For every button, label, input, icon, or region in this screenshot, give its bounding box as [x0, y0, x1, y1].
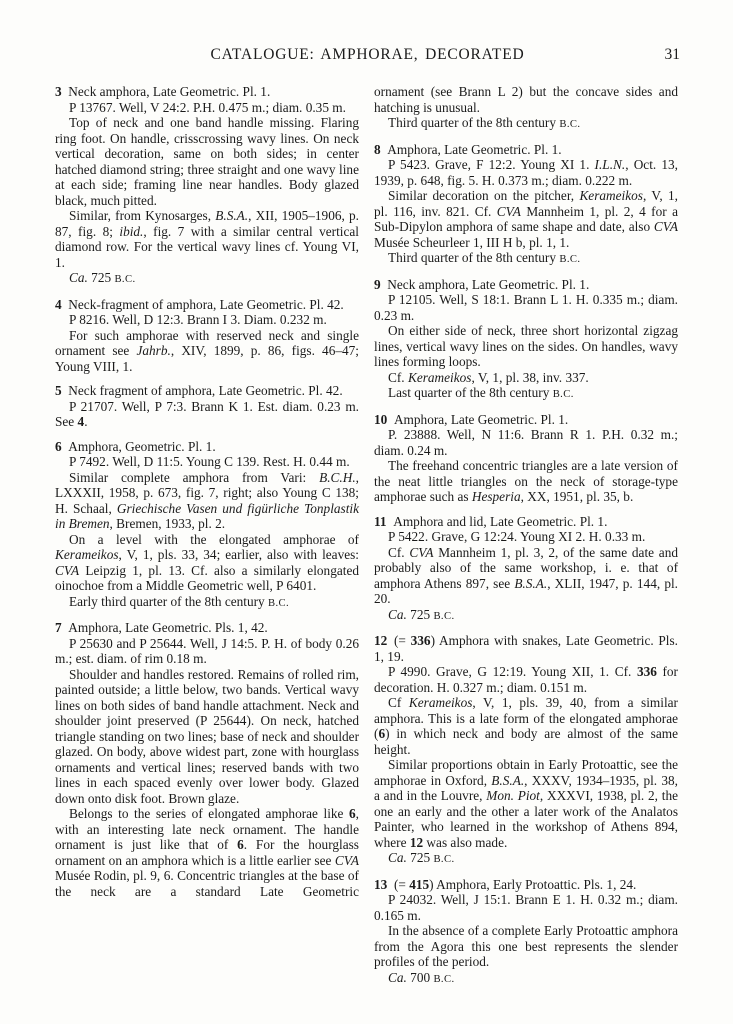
text-run: , V, 1, pls. 33, 34; earlier, also with leaves:: [118, 547, 359, 562]
text-run: Kerameikos: [579, 188, 643, 203]
text-run: On either side of neck, three short horizontal zigzag lines, vertical wavy lines on the sides. On handles, wavy lines forming loops.: [374, 323, 678, 369]
text-run: was also made.: [423, 834, 508, 850]
text-run: , XLII, 1947, p. 144, pl. 20.: [374, 575, 678, 606]
text-run: Shoulder and handles restored. Remains of rolled rim, painted outside; a little below, two bands. Vertical wavy lines on both sides of band handle attachment. Neck and shoulder joint preserved (P 25644). On neck, hatched triangle standing on two lines; base of neck and shoulder glazed. On body, above widest part, zone with hourglass ornaments and vertical lines; reserved bands with two lines in each spaced evenly over lower body. Glazed down onto disk foot. Brown glaze.: [55, 666, 359, 806]
text-run: 725: [87, 270, 115, 285]
text-run: P 13767. Well, V 24:2. P.H. 0.475 m.; diam. 0.35 m.: [69, 99, 346, 115]
text-run: Ca.: [388, 850, 407, 865]
text-run: , V, 1, pl. 38, inv. 337.: [471, 369, 589, 385]
text-run: Amphora, Geometric. Pl. 1.: [61, 438, 216, 454]
text-run: 6: [237, 837, 244, 852]
entry-heading: [374, 633, 678, 664]
text-run: Neck-fragment of amphora, Late Geometric. Pl. 42.: [61, 296, 344, 312]
text-run: In the absence of a complete Early Protoattic amphora from the Agora this one best represents the slender profiles of the period.: [374, 923, 678, 969]
paragraph: [374, 458, 678, 505]
text-run: Griechische Vasen und figürliche Tonplastik in Bremen: [55, 500, 360, 531]
text-run: , V, 1, pls. 39, 40, from a similar amphora. This is a late form of the elongated amphorae (: [374, 695, 678, 741]
text-run: P. 23888. Well, N 11:6. Brann R 1. P.H. 0.32 m.; diam. 0.24 m.: [374, 427, 678, 458]
text-run: Cf.: [388, 369, 408, 385]
text-run: P 25630 and P 25644. Well, J 14:5. P. H. of body 0.26 m.; est. diam. of rim 0.18 m.: [55, 635, 359, 666]
paragraph: [55, 328, 359, 375]
paragraph: [374, 529, 678, 545]
paragraph: [55, 594, 359, 612]
text-run: Hesperia: [471, 489, 521, 504]
text-run: Neck amphora, Late Geometric. Pl. 1.: [61, 84, 271, 99]
text-run: P 12105. Well, S 18:1. Brann L 1. H. 0.335 m.; diam. 0.23 m.: [374, 292, 678, 323]
text-run: 6: [55, 438, 62, 454]
paragraph: [55, 312, 359, 328]
text-run: B.C.: [114, 274, 136, 285]
paragraph: [374, 664, 678, 695]
text-run: Top of neck and one band handle missing. Flaring ring foot. On handle, crisscrossing wavy lines. On neck vertical decoration, same on both sides; in center hatched diamond string; three straight and one wavy line at each side; framing line near handles. Body glazed black, much pitted.: [55, 115, 359, 208]
text-run: P 8216. Well, D 12:3. Brann I 3. Diam. 0.232 m.: [69, 312, 327, 327]
text-run: , Oct. 13, 1939, p. 648, fig. 5. H. 0.373 m.; diam. 0.222 m.: [374, 157, 678, 188]
text-run: Early third quarter of the 8th century: [69, 593, 269, 609]
text-run: CVA: [653, 219, 678, 234]
text-run: 13: [374, 876, 388, 892]
text-run: CVA: [409, 544, 434, 560]
text-run: 12: [374, 633, 388, 648]
text-run: (=: [387, 633, 411, 648]
text-run: 6: [378, 726, 386, 741]
entry-heading: [55, 84, 359, 100]
text-run: 4: [55, 296, 62, 312]
entry-heading: [55, 439, 359, 455]
text-run: 8: [374, 141, 381, 157]
text-run: , XXXV, 1934–1935, pl. 38, a and in the Louvre,: [374, 772, 678, 803]
text-run: Similar, from Kynosarges,: [69, 208, 216, 223]
paragraph: [374, 157, 678, 188]
text-run: Amphora, Late Geometric. Pl. 1.: [387, 411, 569, 427]
text-run: P 5423. Grave, F 12:2. Young XI 1.: [388, 157, 595, 172]
paragraph: [374, 250, 678, 268]
text-run: Mannheim 1, pl. 3, 2, of the same date and probably also of the same workshop, i. e. that of amphora Athens 897, see: [374, 544, 678, 591]
paragraph: [374, 850, 678, 868]
text-run: ornament (see Brann L 2) but the concave sides and hatching is unusual.: [374, 84, 678, 115]
text-run: B.S.A.: [491, 772, 525, 788]
paragraph: [374, 757, 678, 850]
paragraph: [374, 370, 678, 386]
text-run: 9: [374, 276, 381, 292]
entry-heading: [374, 877, 678, 893]
text-run: for decoration. H. 0.327 m.; diam. 0.151 m.: [374, 664, 678, 695]
paragraph: [55, 270, 359, 288]
text-run: B.S.A.: [215, 208, 249, 223]
text-run: P 21707. Well, P 7:3. Brann K 1. Est. diam. 0.23 m. See: [55, 398, 359, 429]
text-run: 700: [406, 969, 434, 985]
text-columns: [55, 84, 680, 987]
text-run: , with an interesting late neck ornament. The handle ornament is just like that of: [55, 806, 359, 852]
text-run: 336: [410, 633, 431, 648]
text-run: P 7492. Well, D 11:5. Young C 139. Rest. H. 0.44 m.: [69, 454, 350, 469]
text-run: 10: [374, 411, 388, 427]
text-run: Amphora, Late Geometric. Pl. 1.: [380, 141, 562, 157]
text-run: B.S.A.: [514, 575, 548, 591]
paragraph: [374, 923, 678, 970]
text-run: , XII, 1905–1906, p. 87, fig. 8;: [55, 208, 359, 239]
text-run: Kerameikos: [407, 369, 472, 385]
text-run: 415: [409, 876, 430, 892]
text-run: P 4990. Grave, G 12:19. Young XII, 1. Cf.: [388, 664, 637, 679]
right-column: [374, 84, 678, 987]
text-run: 7: [55, 620, 62, 635]
text-run: ibid.: [119, 223, 144, 239]
text-run: Ca.: [388, 969, 407, 985]
entry-heading: [374, 277, 678, 293]
text-run: , LXXXII, 1958, p. 673, fig. 7, right; also Young C 138; H. Schaal,: [55, 469, 359, 516]
text-run: .: [84, 414, 88, 429]
text-run: 725: [406, 850, 434, 865]
paragraph: [374, 607, 678, 625]
text-run: B.C.H.: [319, 469, 356, 485]
text-run: Kerameikos: [55, 547, 119, 562]
text-run: Cf: [388, 695, 409, 710]
paragraph: [374, 970, 678, 988]
text-run: The freehand concentric triangles are a late version of the neat little triangles on the neck of storage-type amphorae such as: [374, 458, 678, 504]
paragraph: [374, 292, 678, 323]
text-run: Neck amphora, Late Geometric. Pl. 1.: [380, 276, 590, 292]
text-run: 3: [55, 84, 62, 99]
text-run: ) in which neck and body are almost of the same height.: [374, 726, 678, 757]
paragraph: [55, 115, 359, 208]
paragraph: [374, 695, 678, 757]
text-run: P 24032. Well, J 15:1. Brann E 1. H. 0.32 m.; diam. 0.165 m.: [374, 892, 678, 923]
running-title: CATALOGUE: AMPHORAE, DECORATED: [210, 46, 525, 63]
text-run: . For the hourglass ornament on an amphora which is a little earlier see: [55, 837, 359, 868]
entry-heading: [374, 142, 678, 158]
text-run: 11: [374, 513, 387, 529]
paragraph: [374, 188, 678, 250]
text-run: Mon. Piot: [486, 788, 540, 803]
paragraph: [55, 636, 359, 667]
paragraph: [374, 427, 678, 458]
text-run: For such amphorae with reserved neck and single ornament see: [55, 327, 359, 358]
entry-heading: [374, 412, 678, 428]
text-run: (=: [387, 876, 410, 892]
text-run: Last quarter of the 8th century: [388, 385, 553, 400]
text-run: Mannheim 1, pl. 2, 4 for a Sub-Dipylon amphora of same shape and date, also: [374, 203, 678, 234]
entry-heading: [374, 514, 678, 530]
text-run: P 5422. Grave, G 12:24. Young XI 2. H. 0.33 m.: [388, 529, 646, 544]
paragraph: [55, 100, 359, 116]
paragraph: [55, 399, 359, 430]
paragraph: [374, 115, 678, 133]
text-run: B.C.: [559, 119, 581, 130]
text-run: B.C.: [433, 610, 455, 622]
text-run: B.C.: [552, 389, 574, 400]
paragraph: [55, 667, 359, 807]
text-run: Amphora, Late Geometric. Pls. 1, 42.: [61, 620, 268, 635]
text-run: Similar complete amphora from Vari:: [69, 469, 320, 485]
text-run: 336: [636, 664, 657, 679]
paragraph: [374, 323, 678, 370]
paragraph: [55, 454, 359, 470]
text-run: CVA: [55, 562, 80, 578]
text-run: , V, 1, pl. 116, inv. 821. Cf.: [374, 188, 679, 219]
text-run: Third quarter of the 8th century: [388, 115, 560, 130]
text-run: Belongs to the series of elongated amphorae like: [69, 806, 350, 821]
text-run: 5: [55, 383, 62, 398]
text-run: 6: [349, 806, 356, 821]
text-run: B.C.: [433, 973, 455, 985]
paragraph: [374, 892, 678, 923]
text-run: Amphora and lid, Late Geometric. Pl. 1.: [386, 513, 608, 529]
text-run: , XIV, 1899, p. 86, figs. 46–47; Young VIII, 1.: [55, 343, 359, 374]
paragraph: [55, 470, 359, 532]
text-run: Ca.: [388, 606, 407, 622]
text-run: 4: [77, 414, 85, 429]
text-run: CVA: [496, 203, 521, 219]
paragraph: [55, 208, 359, 270]
entry-heading: [55, 383, 359, 399]
page-number: 31: [664, 46, 680, 63]
text-run: Kerameikos: [408, 695, 473, 710]
left-column: [55, 84, 359, 987]
text-run: Cf.: [388, 544, 410, 560]
entry-heading: [55, 620, 359, 636]
text-run: On a level with the elongated amphorae of: [69, 531, 359, 547]
text-run: Similar decoration on the pitcher,: [388, 188, 580, 203]
text-run: Jahrb.: [136, 343, 171, 358]
text-run: Ca.: [69, 270, 88, 285]
text-run: Similar proportions obtain in Early Protoattic, see the amphorae in Oxford,: [374, 757, 678, 788]
paragraph: [374, 84, 678, 115]
text-run: Third quarter of the 8th century: [388, 250, 560, 265]
entry-heading: [55, 297, 359, 313]
text-run: Musée Scheurleer 1, III H b, pl. 1, 1.: [374, 234, 570, 250]
text-run: , fig. 7 with a similar central vertical diamond row. For the vertical wavy lines cf. Young VI, 1.: [55, 223, 359, 270]
text-run: Leipzig 1, pl. 13. Cf. also a similarly elongated oinochoe from a Middle Geometric well, P 6401.: [55, 562, 359, 593]
text-run: 12: [409, 834, 424, 850]
paragraph: [55, 532, 359, 594]
text-run: Musée Rodin, pl. 9, 6. Concentric triangles at the base of the neck are a standard Late Geometric: [55, 868, 359, 899]
text-run: , XXXVI, 1938, pl. 2, the one an early and the other a later work of the Analatos Painter, who learned in the workshop of Athens 894, where: [374, 788, 678, 850]
paragraph: [374, 385, 678, 403]
text-run: ) Amphora, Early Protoattic. Pls. 1, 24.: [429, 876, 637, 892]
text-run: , XX, 1951, pl. 35, b.: [520, 489, 634, 504]
text-run: B.C.: [559, 254, 581, 265]
text-run: B.C.: [433, 854, 455, 865]
paragraph: [374, 545, 678, 607]
text-run: Neck fragment of amphora, Late Geometric. Pl. 42.: [61, 383, 343, 398]
text-run: CVA: [334, 852, 359, 868]
text-run: B.C.: [268, 597, 290, 609]
text-run: 725: [406, 606, 434, 622]
text-run: I.L.N.: [594, 157, 626, 172]
text-run: , Bremen, 1933, pl. 2.: [109, 516, 226, 531]
page-header: [55, 46, 680, 68]
text-run: ) Amphora with snakes, Late Geometric. Pls. 1, 19.: [374, 633, 679, 664]
paragraph: [55, 806, 359, 899]
